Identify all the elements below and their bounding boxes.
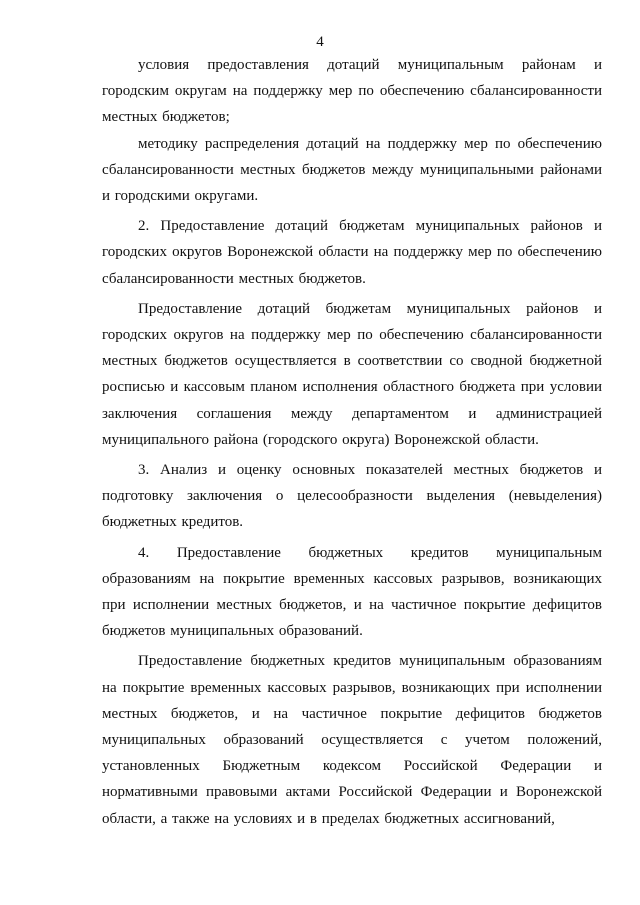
paragraph-distribution-method: методику распределения дотаций на поддержку мер по обеспечению сбалансированности местных бюджетов между муниципальными районами и городскими округами. — [102, 135, 602, 205]
paragraph-subsidy-provision: Предоставление дотаций бюджетам муниципальных районов и городских округов на поддержку мер по обеспечению сбалансированности местных бюджетов осуществляется в соответствии со сводной бюджетной росписью и кассовым планом исполнения областного бюджета при условии заключения соглашения между департаментом и администрацией муниципального района (городского округа) Воронежской области. — [102, 300, 602, 448]
paragraph-item-2: 2. Предоставление дотаций бюджетам муниципальных районов и городских округов Воронежской области на поддержку мер по обеспечению сбалансированности местных бюджетов. — [102, 218, 602, 287]
paragraph-item-4: 4. Предоставление бюджетных кредитов муниципальным образованиям на покрытие временных кассовых разрывов, возникающих при исполнении местных бюджетов, и на частичное покрытие дефицитов бюджетов муниципальных образований. — [102, 544, 602, 640]
page-number: 4 — [316, 34, 324, 50]
document-body — [102, 52, 602, 832]
paragraph-credit-provision: Предоставление бюджетных кредитов муниципальным образованиям на покрытие временных кассовых разрывов, возникающих при исполнении местных бюджетов, и на частичное покрытие дефицитов бюджетов муниципальных образований осуществляется с учетом положений, установленных Бюджетным кодексом Российской Федерации и нормативными правовыми актами Российской Федерации и Воронежской области, а также на условиях и в пределах бюджетных ассигнований, — [102, 653, 602, 827]
paragraph-subsidy-conditions: условия предоставления дотаций муниципальным районам и городским округам на поддержку мер по обеспечению сбалансированности местных бюджетов; — [102, 57, 602, 126]
paragraph-item-3: 3. Анализ и оценку основных показателей местных бюджетов и подготовку заключения о целесообразности выделения (невыделения) бюджетных кредитов. — [102, 462, 602, 531]
